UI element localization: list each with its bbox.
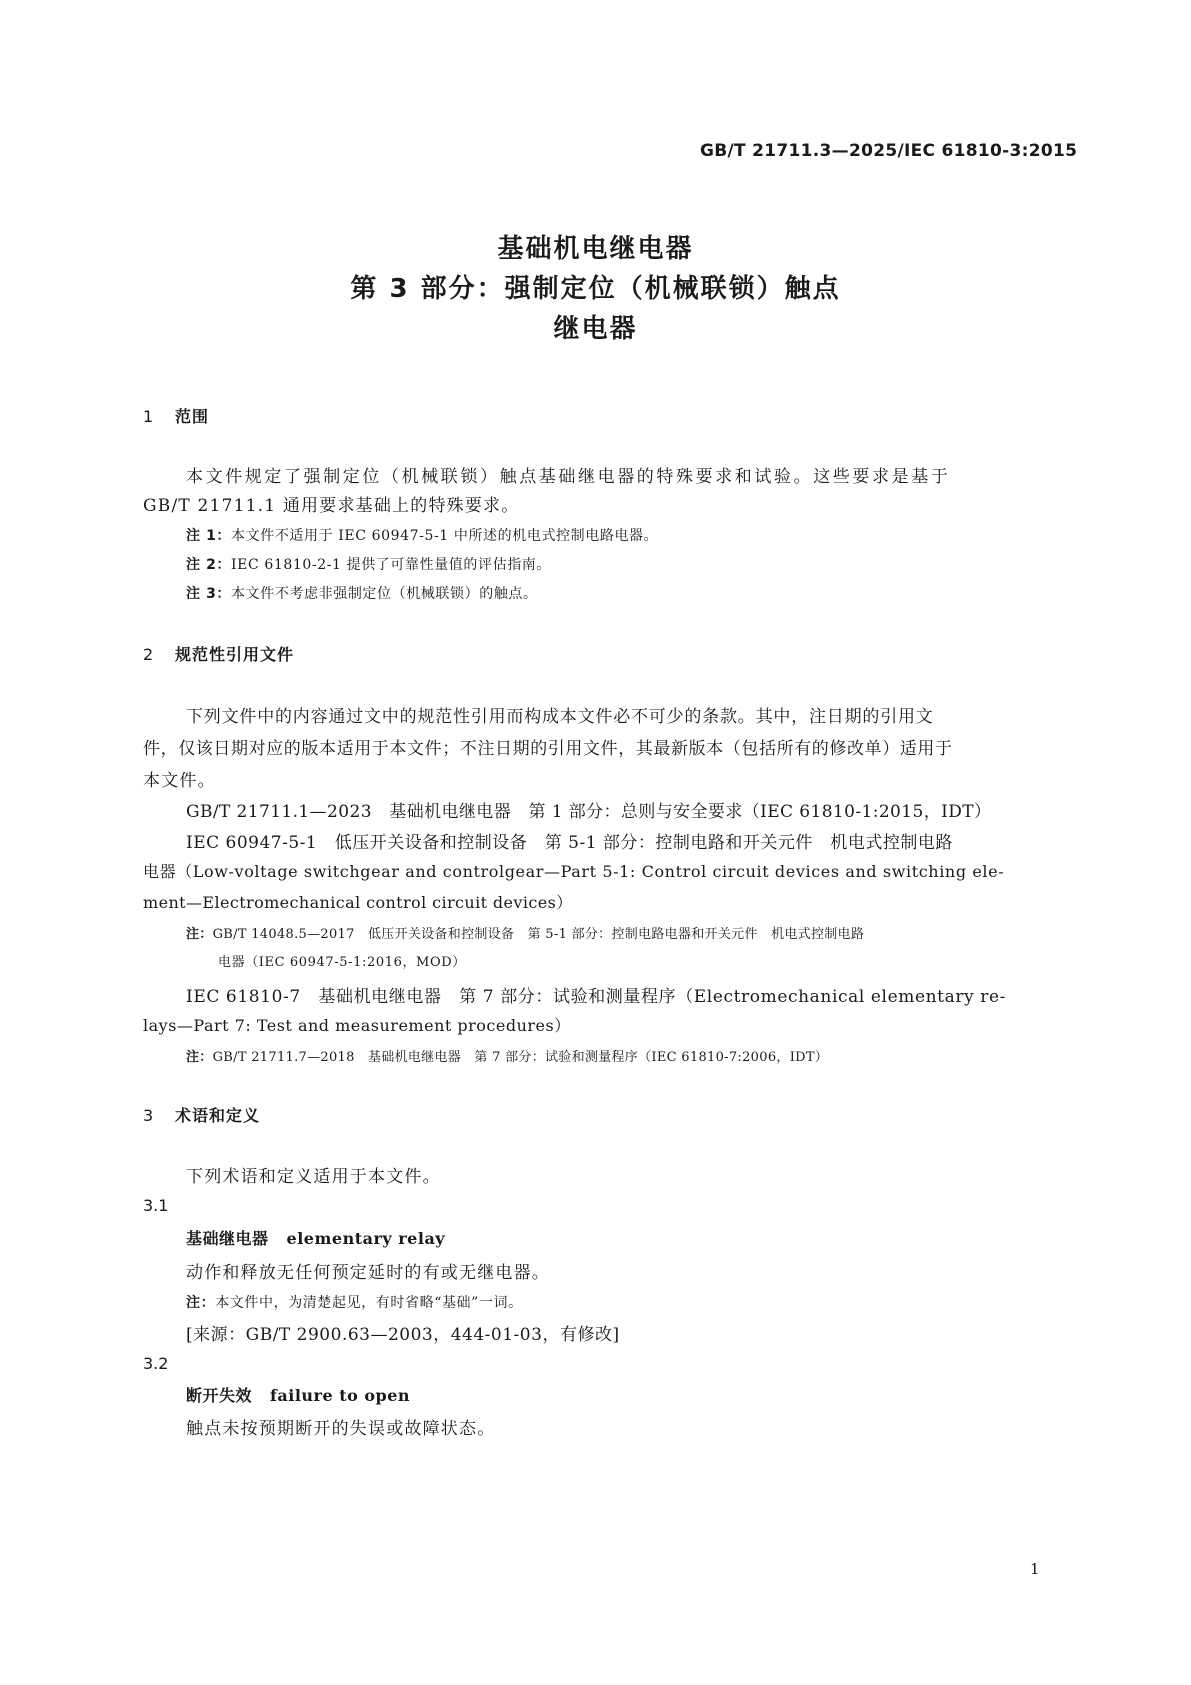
scope-note-1 bbox=[186, 525, 658, 545]
note-text: 本文件不适用于 IEC 60947-5-1 中所述的机电式控制电路电器。 bbox=[231, 528, 659, 544]
reference-iec-61810-7-line-2: lays—Part 7: Test and measurement procedures） bbox=[143, 1016, 571, 1035]
reference-iec-61810-7-line-1: IEC 61810-7 基础机电继电器 第 7 部分：试验和测量程序（Electromechanical elementary re- bbox=[186, 987, 1007, 1007]
term-3-1-note bbox=[186, 1292, 523, 1312]
note-text: GB/T 14048.5—2017 低压开关设备和控制设备 第 5-1 部分：控制电路电器和开关元件 机电式控制电路 bbox=[212, 927, 865, 942]
reference-note-gbt-14048 bbox=[186, 923, 864, 942]
section-2-title: 规范性引用文件 bbox=[175, 645, 295, 664]
scope-note-2 bbox=[186, 554, 551, 574]
reference-note-gbt-14048-line-2: 电器（IEC 60947-5-1:2016，MOD） bbox=[218, 955, 466, 970]
title-line-1: 基础机电继电器 bbox=[497, 234, 694, 264]
term-3-1-en: elementary relay bbox=[286, 1229, 446, 1248]
note-label: 注： bbox=[186, 927, 213, 942]
title-line-3: 继电器 bbox=[553, 314, 638, 344]
refs-intro-line-2: 件，仅该日期对应的版本适用于本文件；不注日期的引用文件，其最新版本（包括所有的修改单）适用于 bbox=[143, 739, 953, 759]
section-3-heading bbox=[143, 1103, 260, 1126]
refs-intro-line-1: 下列文件中的内容通过文中的规范性引用而构成本文件必不可少的条款。其中，注日期的引用文 bbox=[186, 707, 934, 727]
reference-iec-60947-line-1: IEC 60947-5-1 低压开关设备和控制设备 第 5-1 部分：控制电路和开关元件 机电式控制电路 bbox=[186, 833, 953, 853]
terms-intro: 下列术语和定义适用于本文件。 bbox=[186, 1167, 441, 1187]
page-number: 1 bbox=[1030, 1560, 1040, 1578]
term-3-2-zh: 断开失效 bbox=[186, 1386, 253, 1405]
term-3-1-source: [来源：GB/T 2900.63—2003，444-01-03，有修改] bbox=[186, 1325, 620, 1345]
term-3-1-definition: 动作和释放无任何预定延时的有或无继电器。 bbox=[186, 1263, 550, 1283]
standard-id-header: GB/T 21711.3—2025/IEC 61810-3:2015 bbox=[700, 141, 1078, 161]
note-label: 注 1： bbox=[186, 528, 232, 544]
note-text: IEC 61810-2-1 提供了可靠性量值的评估指南。 bbox=[231, 557, 551, 573]
term-3-1-zh: 基础继电器 bbox=[186, 1229, 269, 1248]
scope-paragraph-line-1: 本文件规定了强制定位（机械联锁）触点基础继电器的特殊要求和试验。这些要求是基于 bbox=[186, 467, 951, 487]
term-3-1-number: 3.1 bbox=[143, 1196, 169, 1215]
reference-note-gbt-21711-7 bbox=[186, 1046, 828, 1065]
note-text: 本文件不考虑非强制定位（机械联锁）的触点。 bbox=[231, 586, 538, 602]
note-label: 注： bbox=[186, 1050, 213, 1065]
term-3-2-en: failure to open bbox=[270, 1386, 411, 1405]
term-3-2-title bbox=[186, 1383, 410, 1406]
section-1-heading bbox=[143, 404, 209, 427]
section-3-title: 术语和定义 bbox=[175, 1106, 261, 1125]
note-text: GB/T 21711.7—2018 基础机电继电器 第 7 部分：试验和测量程序（IEC 61810-7:2006，IDT） bbox=[212, 1050, 829, 1065]
refs-intro-line-3: 本文件。 bbox=[143, 771, 216, 791]
note-label: 注 2： bbox=[186, 557, 232, 573]
scope-paragraph-line-2: GB/T 21711.1 通用要求基础上的特殊要求。 bbox=[143, 496, 520, 516]
term-3-2-definition: 触点未按预期断开的失误或故障状态。 bbox=[186, 1419, 496, 1439]
section-1-title: 范围 bbox=[175, 407, 210, 426]
section-2-number: 2 bbox=[143, 645, 155, 664]
note-text: 本文件中，为清楚起见，有时省略“基础”一词。 bbox=[215, 1295, 523, 1311]
section-1-number: 1 bbox=[143, 407, 155, 426]
term-3-1-title bbox=[186, 1226, 445, 1249]
title-line-2: 第 3 部分：强制定位（机械联锁）触点 bbox=[350, 274, 841, 304]
reference-gbt-21711-1: GB/T 21711.1—2023 基础机电继电器 第 1 部分：总则与安全要求（IEC 61810-1:2015，IDT） bbox=[186, 802, 992, 822]
term-3-2-number: 3.2 bbox=[143, 1354, 169, 1373]
scope-note-3 bbox=[186, 583, 538, 603]
note-label: 注： bbox=[186, 1295, 216, 1311]
section-2-heading bbox=[143, 642, 294, 665]
reference-iec-60947-line-3: ment—Electromechanical control circuit devices） bbox=[143, 893, 573, 912]
reference-iec-60947-line-2: 电器（Low-voltage switchgear and controlgear—Part 5-1: Control circuit devices and switching ele- bbox=[143, 862, 1005, 881]
note-label: 注 3： bbox=[186, 586, 232, 602]
section-3-number: 3 bbox=[143, 1106, 155, 1125]
